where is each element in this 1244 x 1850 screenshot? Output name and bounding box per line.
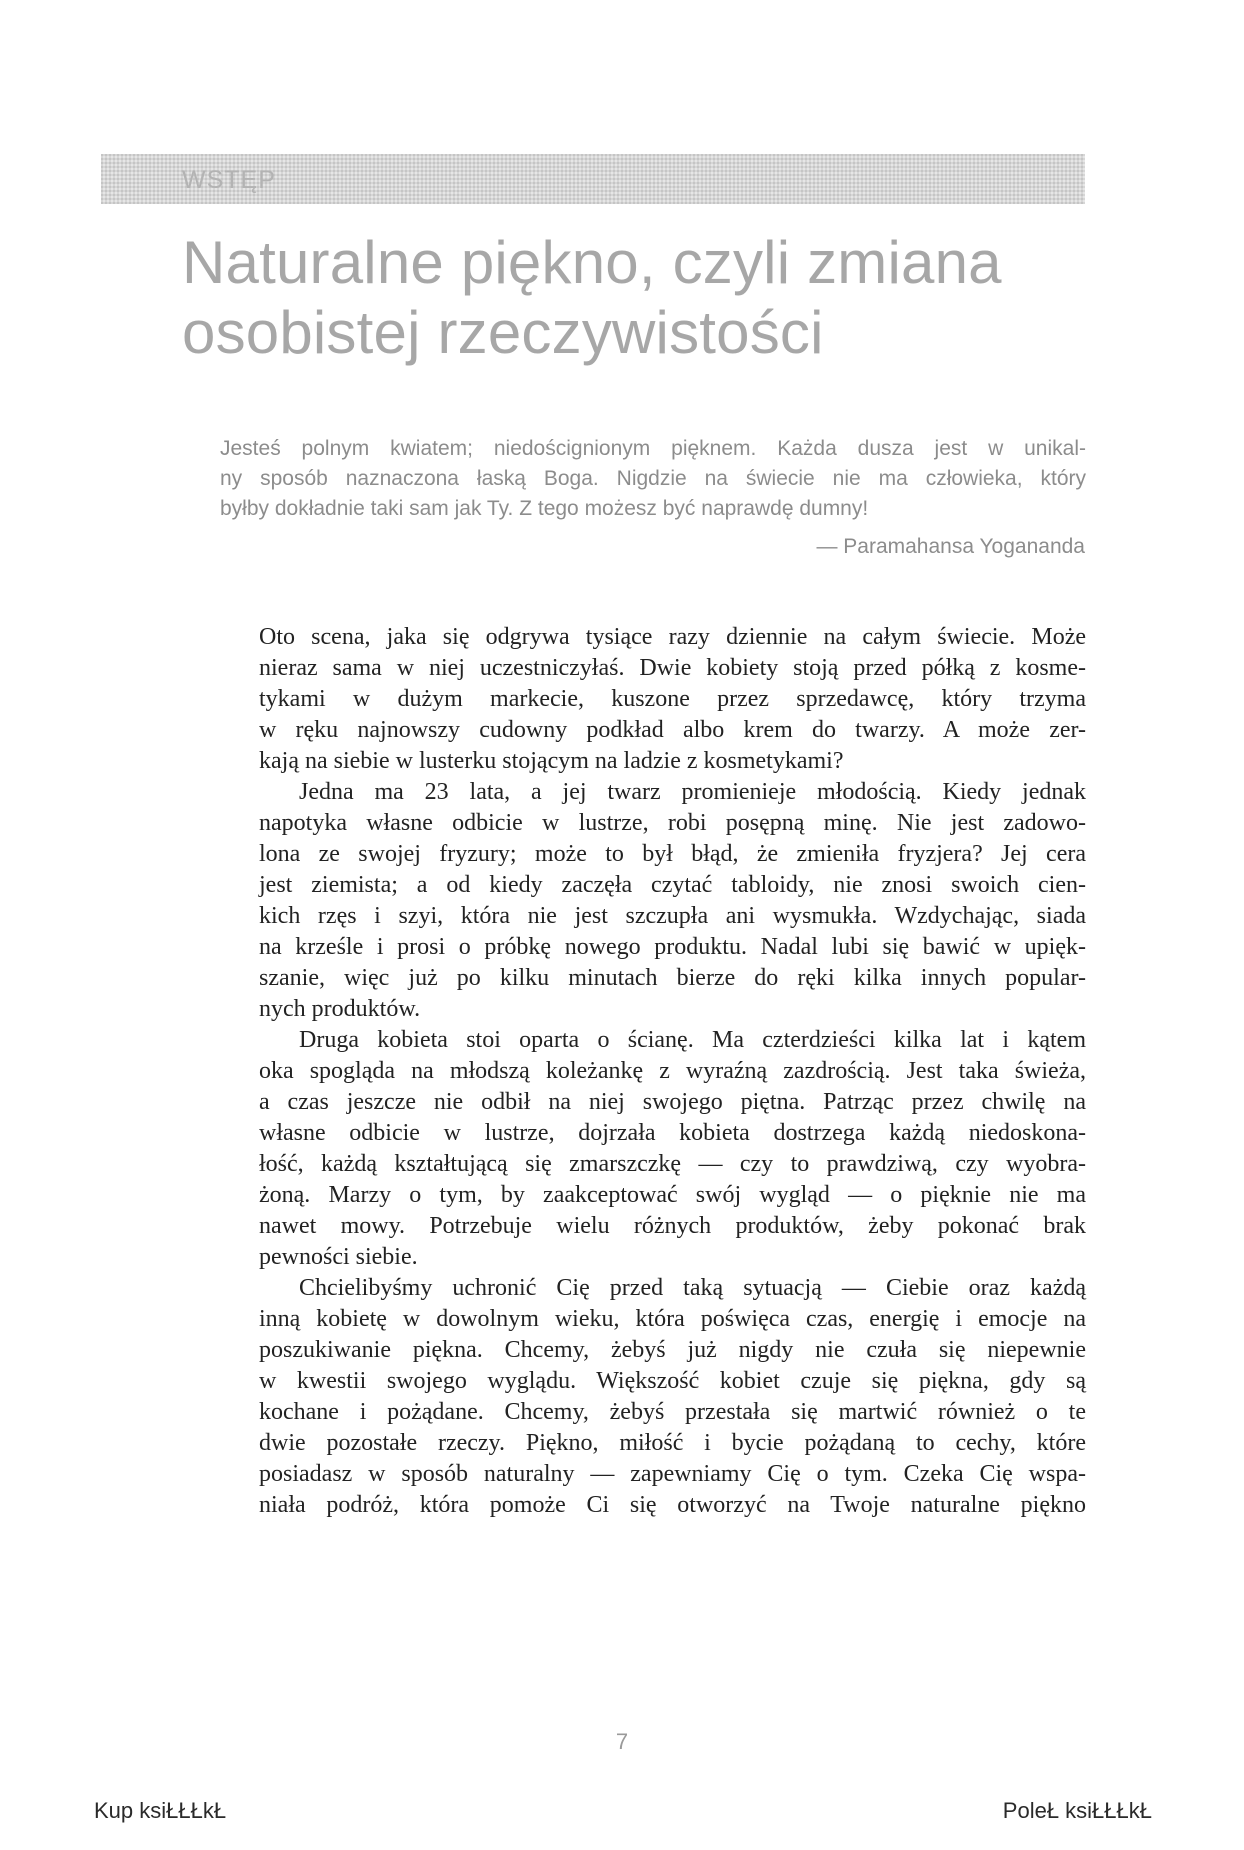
chapter-title-line: Naturalne piękno, czyli zmiana xyxy=(182,229,1002,296)
text-line: w ręku najnowszy cudowny podkład albo krem do twarzy. A może zer- xyxy=(259,717,1086,743)
text-line: szanie, więc już po kilku minutach bierze do ręki kilka innych popular- xyxy=(259,965,1086,991)
epigraph-line: ny sposób naznaczona łaską Boga. Nigdzie na świecie nie ma człowieka, który xyxy=(220,467,1086,490)
text-line: własne odbicie w lustrze, dojrzała kobieta dostrzega każdą niedoskona- xyxy=(259,1120,1086,1146)
text-line: w kwestii swojego wyglądu. Większość kobiet czuje się piękna, gdy są xyxy=(259,1368,1086,1394)
text-line: Chcielibyśmy uchronić Cię przed taką sytuacją — Ciebie oraz każdą xyxy=(299,1275,1086,1301)
text-line: oka spogląda na młodszą koleżankę z wyraźną zazdrością. Jest taka świeża, xyxy=(259,1058,1086,1084)
text-line: a czas jeszcze nie odbił na niej swojego piętna. Patrząc przez chwilę na xyxy=(259,1089,1086,1115)
text-line: inną kobietę w dowolnym wieku, która poświęca czas, energię i emocje na xyxy=(259,1306,1086,1332)
text-line: jest ziemista; a od kiedy zaczęła czytać tabloidy, nie znosi swoich cien- xyxy=(259,872,1086,898)
text-line: kich rzęs i szyi, która nie jest szczupła ani wysmukła. Wzdychając, siada xyxy=(259,903,1086,929)
chapter-title xyxy=(182,228,1102,368)
text-line: Jedna ma 23 lata, a jej twarz promienieje młodością. Kiedy jednak xyxy=(299,779,1086,805)
text-line: kochane i pożądane. Chcemy, żebyś przestała się martwić również o te xyxy=(259,1399,1086,1425)
text-line: napotyka własne odbicie w lustrze, robi posępną minę. Nie jest zadowo- xyxy=(259,810,1086,836)
text-line: żoną. Marzy o tym, by zaakceptować swój wygląd — o pięknie nie ma xyxy=(259,1182,1086,1208)
text-line: nieraz sama w niej uczestniczyłaś. Dwie kobiety stoją przed półką z kosme- xyxy=(259,655,1086,681)
text-line: dwie pozostałe rzeczy. Piękno, miłość i bycie pożądaną to cechy, które xyxy=(259,1430,1086,1456)
text-line: Druga kobieta stoi oparta o ścianę. Ma czterdzieści kilka lat i kątem xyxy=(299,1027,1086,1053)
epigraph-quote xyxy=(220,434,1086,524)
text-line: Oto scena, jaka się odgrywa tysiące razy dziennie na całym świecie. Może xyxy=(259,624,1086,650)
section-label: WSTĘP xyxy=(182,166,276,194)
epigraph-author: — Paramahansa Yogananda xyxy=(816,535,1085,558)
text-line: nawet mowy. Potrzebuje wielu różnych produktów, żeby pokonać brak xyxy=(259,1213,1086,1239)
chapter-title-line: osobistej rzeczywistości xyxy=(182,299,824,366)
text-line: kają na siebie w lusterku stojącym na ladzie z kosmetykami? xyxy=(259,748,844,774)
text-line: posiadasz w sposób naturalny — zapewniamy Cię o tym. Czeka Cię wspa- xyxy=(259,1461,1086,1487)
text-line: lona ze swojej fryzury; może to był błąd, że zmieniła fryzjera? Jej cera xyxy=(259,841,1086,867)
text-line: łość, każdą kształtującą się zmarszczkę — czy to prawdziwą, czy wyobra- xyxy=(259,1151,1086,1177)
text-line: niała podróż, która pomoże Ci się otworzyć na Twoje naturalne piękno xyxy=(259,1492,1086,1518)
recommend-book-link[interactable]: PoleŁ ksiŁŁŁkŁ xyxy=(1002,1798,1152,1823)
body-text xyxy=(259,622,1086,1521)
text-line: tykami w dużym markecie, kuszone przez sprzedawcę, który trzyma xyxy=(259,686,1086,712)
text-line: pewności siebie. xyxy=(259,1244,418,1270)
epigraph-line: Jesteś polnym kwiatem; niedoścignionym pięknem. Każda dusza jest w unikal- xyxy=(220,437,1086,460)
text-line: poszukiwanie piękna. Chcemy, żebyś już nigdy nie czuła się niepewnie xyxy=(259,1337,1086,1363)
text-line: na krześle i prosi o próbkę nowego produktu. Nadal lubi się bawić w upięk- xyxy=(259,934,1086,960)
page-number: 7 xyxy=(615,1729,629,1754)
buy-book-link[interactable]: Kup ksiŁŁŁkŁ xyxy=(94,1798,227,1823)
epigraph-line: byłby dokładnie taki sam jak Ty. Z tego możesz być naprawdę dumny! xyxy=(220,497,869,520)
text-line: nych produktów. xyxy=(259,996,421,1022)
